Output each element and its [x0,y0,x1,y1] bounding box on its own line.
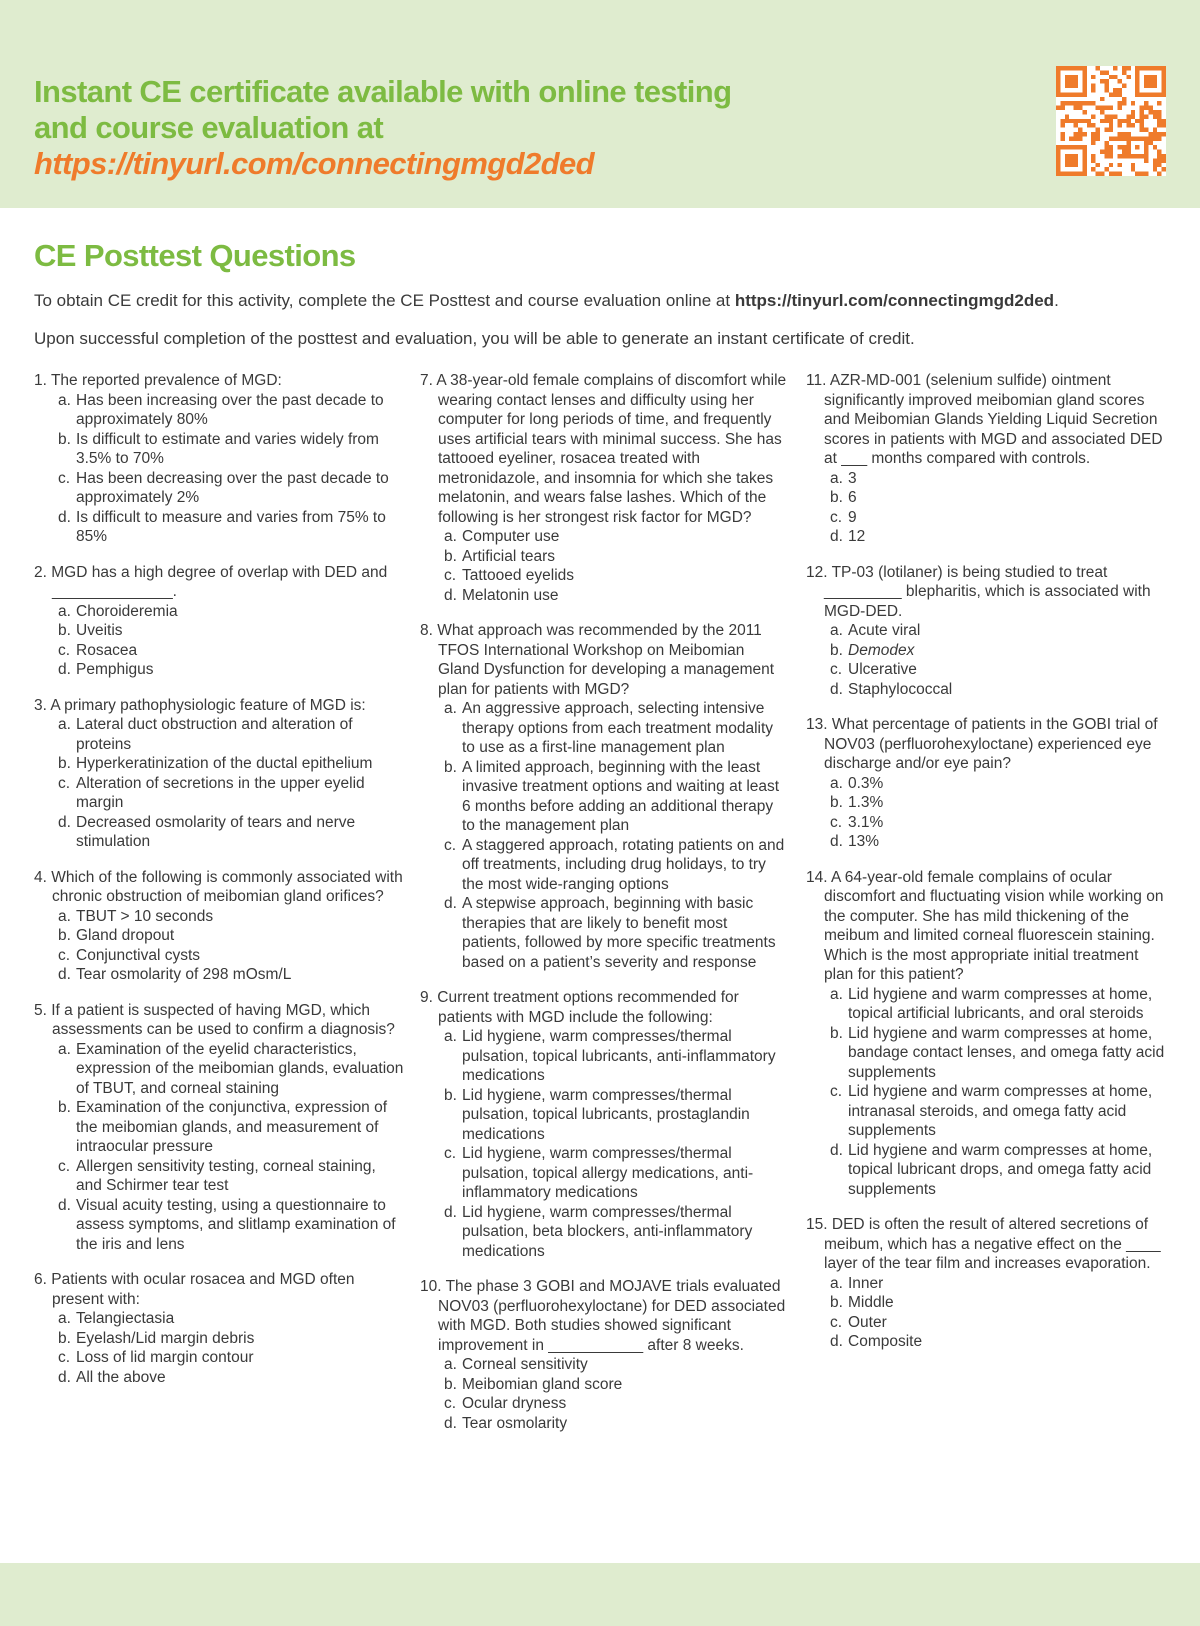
option-text: 13% [848,833,880,850]
answer-option [830,1293,1168,1313]
option-letter: a. [444,1356,457,1373]
question-number: 12. [806,563,828,581]
question-text: The phase 3 GOBI and MOJAVE trials evaluated NOV03 (perfluorohexyloctane) for DED associated with MGD. Both studies showed significant improvement in ___________ after 8 weeks. [438,1278,786,1354]
option-letter: c. [58,774,71,792]
answer-options [806,985,1168,1200]
option-text: 9 [848,508,857,526]
answer-option [830,1332,1168,1352]
question-text: AZR-MD-001 (selenium sulfide) ointment significantly improved meibomian gland scores and Meibomian Glands Yielding Liquid Secretion scores in patients with MGD and associated DED at ___ months compared with controls. [824,372,1163,467]
answer-option [444,894,788,972]
answer-option [444,1027,788,1086]
option-letter: b. [444,1375,457,1393]
answer-option [830,1082,1168,1141]
answer-option [58,602,404,622]
answer-option [830,621,1168,641]
question-item [34,868,404,985]
option-letter: d. [58,1368,71,1386]
option-text: Melatonin use [462,586,559,604]
option-letter: c. [58,1349,71,1366]
option-text: 12 [848,528,866,545]
answer-option [444,527,788,547]
question-item [420,988,788,1261]
answer-option [444,1355,788,1375]
answer-option [58,1348,404,1368]
option-letter: d. [830,1333,843,1350]
question-item [806,563,1168,700]
question-text: Patients with ocular rosacea and MGD often present with: [51,1271,355,1308]
answer-options [34,391,404,547]
answer-option [830,469,1168,489]
question-text: What approach was recommended by the 2011 TFOS International Workshop on Meibomian Gland Dysfunction for developing a management plan for patients with MGD? [437,622,775,698]
question-item [34,563,404,680]
answer-option [58,508,404,547]
question-stem [806,868,1168,985]
option-letter: a. [830,774,843,792]
answer-option [58,391,404,430]
option-text: Lateral duct obstruction and alteration of proteins [76,716,353,753]
option-letter: a. [830,1274,843,1292]
answer-option [58,1196,404,1255]
qr-code-icon[interactable] [1056,66,1166,176]
option-text: Lid hygiene, warm compresses/thermal pulsation, beta blockers, anti-inflammatory medications [462,1203,753,1260]
banner-url-link[interactable]: https://tinyurl.com/connectingmgd2ded [34,146,594,181]
option-text: A limited approach, beginning with the least invasive treatment options and waiting at least 6 months before adding an additional therapy to the management plan [462,758,780,834]
option-letter: b. [58,622,71,639]
question-number: 1. [34,372,47,389]
question-stem [34,1270,404,1309]
question-number: 14. [806,868,828,886]
answer-option [58,754,404,774]
answer-option [58,1098,404,1157]
banner-line-2: and course evaluation at [34,110,384,145]
option-text: All the above [76,1368,166,1386]
option-text: Gland dropout [76,927,175,944]
option-text: Meibomian gland score [462,1375,623,1393]
option-letter: c. [830,508,843,526]
question-number: 13. [806,716,828,733]
option-text: 0.3% [848,774,884,792]
question-text: If a patient is suspected of having MGD, which assessments can be used to confirm a diagnosis? [51,1001,395,1038]
option-letter: d. [830,680,843,698]
question-stem [806,1215,1168,1274]
option-text: A staggered approach, rotating patients on and off treatments, including drug holidays, to try the most wide-ranging options [462,836,785,893]
option-text: Is difficult to measure and varies from 75% to 85% [76,508,386,545]
question-text: What percentage of patients in the GOBI trial of NOV03 (perfluorohexyloctane) experienced eye discharge and/or eye pain? [824,716,1158,772]
option-text: Artificial tears [462,547,556,565]
answer-option [830,774,1168,794]
option-letter: b. [58,1099,71,1116]
question-number: 10. [420,1278,442,1295]
question-item [806,371,1168,547]
question-stem [420,988,788,1027]
option-letter: b. [830,641,843,659]
answer-option [830,488,1168,508]
question-column-1 [34,371,404,1403]
option-letter: b. [58,927,71,944]
question-item [420,621,788,972]
option-letter: d. [444,1414,457,1432]
option-text: Pemphigus [76,661,154,678]
answer-options [34,1309,404,1387]
question-text: TP-03 (lotilaner) is being studied to treat _________ blepharitis, which is associated with MGD-DED. [824,563,1151,620]
option-text: Composite [848,1333,923,1350]
question-number: 3. [34,696,47,714]
question-text: A primary pathophysiologic feature of MGD is: [50,696,366,714]
option-text: Is difficult to estimate and varies widely from 3.5% to 70% [76,430,379,467]
answer-option [830,1313,1168,1333]
option-text: Eyelash/Lid margin debris [76,1329,255,1347]
answer-option [444,836,788,895]
answer-option [58,965,404,985]
answer-option [444,566,788,586]
question-item [420,371,788,605]
answer-options [420,527,788,605]
option-text: Uveitis [76,622,123,639]
option-letter: c. [444,1395,457,1412]
option-text: Outer [848,1313,887,1331]
option-text: TBUT > 10 seconds [76,907,214,925]
question-text: Which of the following is commonly associated with chronic obstruction of meibomian gland orifices? [51,868,403,905]
answer-option [58,1329,404,1349]
option-letter: c. [58,469,71,487]
answer-option [58,1040,404,1099]
option-letter: d. [830,1141,843,1159]
question-stem [34,868,404,907]
question-number: 11. [806,372,827,389]
option-letter: d. [58,1196,71,1214]
option-text: Allergen sensitivity testing, corneal staining, and Schirmer tear test [76,1157,376,1194]
option-letter: c. [444,567,457,584]
answer-option [830,832,1168,852]
answer-option [58,1368,404,1388]
answer-options [806,621,1168,699]
question-number: 4. [34,868,47,886]
option-letter: d. [830,528,843,545]
option-letter: a. [58,716,71,733]
intro-period: . [1054,291,1059,310]
option-text: Computer use [462,528,560,545]
option-text: Has been increasing over the past decade to approximately 80% [76,391,384,428]
question-number: 2. [34,563,47,581]
option-text: Hyperkeratinization of the ductal epithelium [76,755,373,772]
option-text: Lid hygiene and warm compresses at home, topical artificial lubricants, and oral steroids [848,985,1153,1022]
option-letter: d. [58,966,71,983]
option-letter: c. [58,946,71,964]
answer-option [58,813,404,852]
answer-option [444,1414,788,1434]
answer-options [34,907,404,985]
option-text: Demodex [848,641,915,659]
option-letter: a. [444,700,457,717]
option-letter: d. [830,833,843,850]
option-text: Visual acuity testing, using a questionnaire to assess symptoms, and slitlamp examination of the iris and lens [76,1196,396,1253]
intro-paragraph-2: Upon successful completion of the posttest and evaluation, you will be able to generate an instant certificate of credit. [34,329,915,348]
option-letter: d. [444,895,457,912]
answer-option [444,1203,788,1262]
option-text: Conjunctival cysts [76,946,201,964]
answer-option [444,1144,788,1203]
option-letter: b. [830,1024,843,1042]
option-letter: b. [58,430,71,448]
option-letter: c. [444,836,457,854]
answer-option [58,1157,404,1196]
question-number: 6. [34,1271,47,1288]
option-text: Loss of lid margin contour [76,1349,254,1366]
option-letter: b. [58,1329,71,1347]
question-stem [34,563,404,602]
question-text: A 64-year-old female complains of ocular discomfort and fluctuating vision while working on the computer. She has mild thickening of the meibum and limited corneal fluorescein staining. Which is the most appropriate initial treatment plan for this patient? [824,868,1164,983]
option-letter: d. [58,508,71,526]
answer-options [420,699,788,972]
answer-option [444,758,788,836]
option-text: Lid hygiene, warm compresses/thermal pulsation, topical lubricants, prostaglandin medications [462,1086,750,1143]
option-letter: b. [830,1294,843,1311]
answer-option [58,907,404,927]
question-stem [34,371,404,391]
answer-option [58,946,404,966]
option-text: A stepwise approach, beginning with basic therapies that are likely to benefit most patients, followed by more specific treatments based on a patient’s severity and response [462,895,776,971]
posttest-link[interactable]: https://tinyurl.com/connectingmgd2ded [734,291,1055,310]
question-stem [420,621,788,699]
answer-option [830,1274,1168,1294]
answer-option [58,621,404,641]
answer-options [34,602,404,680]
option-letter: c. [830,813,843,831]
option-letter: a. [444,1028,457,1045]
question-column-3 [806,371,1168,1368]
option-text: Ulcerative [848,661,917,678]
answer-options [806,469,1168,547]
question-number: 15. [806,1216,828,1233]
option-letter: a. [830,985,843,1003]
question-number: 7. [420,372,433,389]
answer-option [444,586,788,606]
question-text: DED is often the result of altered secretions of meibum, which has a negative effect on the ____ layer of the tear film and increases evaporation. [824,1216,1161,1272]
option-text: Acute viral [848,622,921,639]
option-letter: c. [58,641,71,659]
option-letter: a. [830,622,843,639]
intro-paragraph-1 [34,291,1164,311]
question-text: A 38-year-old female complains of discomfort while wearing contact lenses and difficulty using her computer for long periods of time, and frequently uses artificial tears with minimal success. She has tattooed eyeliner, rosacea treated with metronidazole, and insomnia for which she takes melatonin, and wears false lashes. Which of the following is her strongest risk factor for MGD? [436,372,787,526]
option-text: Has been decreasing over the past decade to approximately 2% [76,469,389,506]
option-letter: a. [58,907,71,925]
option-letter: d. [444,586,457,604]
option-letter: d. [444,1203,457,1221]
question-stem [34,696,404,716]
option-letter: a. [444,528,457,545]
option-text: An aggressive approach, selecting intensive therapy options from each treatment modality to use as a first-line management plan [462,700,774,756]
answer-option [444,1375,788,1395]
question-item [806,868,1168,1200]
option-text: Alteration of secretions in the upper eyelid margin [76,774,365,811]
answer-option [830,1024,1168,1083]
question-item [420,1277,788,1433]
option-text: Lid hygiene, warm compresses/thermal pulsation, topical allergy medications, anti-inflammatory medications [462,1145,754,1201]
intro-text: To obtain CE credit for this activity, complete the CE Posttest and course evaluation online at [34,291,735,310]
question-text: The reported prevalence of MGD: [50,372,282,389]
answer-option [444,1394,788,1414]
answer-options [420,1355,788,1433]
banner-line-1: Instant CE certificate available with online testing [34,74,732,109]
option-text: Examination of the eyelid characteristics, expression of the meibomian glands, evaluation of TBUT, and corneal staining [76,1040,404,1097]
option-text: Lid hygiene and warm compresses at home, bandage contact lenses, and omega fatty acid supplements [848,1024,1165,1081]
answer-options [806,774,1168,852]
answer-option [58,430,404,469]
question-item [34,696,404,852]
option-letter: b. [444,1086,457,1104]
footer-bar [0,1563,1200,1626]
answer-option [58,660,404,680]
answer-option [58,641,404,661]
option-letter: b. [830,794,843,811]
option-text: Corneal sensitivity [462,1356,588,1373]
answer-option [58,1309,404,1329]
question-text: Current treatment options recommended for patients with MGD include the following: [437,989,739,1026]
answer-options [806,1274,1168,1352]
option-letter: b. [444,547,457,565]
question-item [34,371,404,547]
option-text: Tattooed eyelids [462,567,575,584]
option-text: 6 [848,489,857,506]
option-text: Tear osmolarity of 298 mOsm/L [76,966,292,983]
question-stem [420,1277,788,1355]
answer-option [830,793,1168,813]
option-text: 1.3% [848,794,884,811]
question-column-2 [420,371,788,1449]
question-stem [34,1001,404,1040]
question-stem [806,371,1168,469]
option-text: Telangiectasia [76,1310,175,1327]
answer-option [830,660,1168,680]
option-text: Staphylococcal [848,680,953,698]
option-text: Lid hygiene and warm compresses at home, intranasal steroids, and omega fatty acid supplements [848,1083,1153,1139]
option-letter: c. [830,1083,843,1100]
option-letter: b. [58,755,71,772]
answer-options [420,1027,788,1261]
page-title: CE Posttest Questions [34,238,356,273]
option-letter: a. [58,391,71,409]
question-stem [420,371,788,527]
option-text: Lid hygiene, warm compresses/thermal pulsation, topical lubricants, anti-inflammatory medications [462,1028,776,1084]
question-item [806,1215,1168,1352]
option-letter: d. [58,813,71,831]
option-text: 3 [848,469,857,487]
question-number: 5. [34,1001,47,1019]
option-letter: b. [830,489,843,506]
question-stem [806,715,1168,774]
option-text: Examination of the conjunctiva, expression of the meibomian glands, and measurement of intraocular pressure [76,1099,388,1155]
option-text: Tear osmolarity [462,1414,568,1432]
banner-heading [34,74,794,182]
answer-option [444,1086,788,1145]
answer-option [830,680,1168,700]
question-text: MGD has a high degree of overlap with DED and ______________. [51,563,388,600]
option-text: Rosacea [76,641,138,659]
answer-options [34,715,404,852]
question-number: 8. [420,622,433,639]
answer-option [58,926,404,946]
option-text: 3.1% [848,813,884,831]
question-item [34,1001,404,1255]
answer-option [830,527,1168,547]
option-letter: a. [58,1310,71,1327]
answer-option [58,715,404,754]
question-number: 9. [420,989,433,1006]
question-stem [806,563,1168,622]
answer-option [830,508,1168,528]
option-letter: c. [444,1145,457,1162]
answer-option [830,641,1168,661]
answer-option [444,547,788,567]
option-letter: a. [830,469,843,487]
option-text: Lid hygiene and warm compresses at home, topical lubricant drops, and omega fatty acid supplements [848,1141,1153,1198]
answer-option [58,469,404,508]
option-text: Middle [848,1294,894,1311]
option-text: Choroideremia [76,602,178,620]
option-letter: c. [830,1313,843,1331]
option-letter: c. [830,661,843,678]
answer-option [830,985,1168,1024]
option-letter: a. [58,1040,71,1058]
answer-options [34,1040,404,1255]
answer-option [58,774,404,813]
answer-option [830,1141,1168,1200]
option-text: Decreased osmolarity of tears and nerve stimulation [76,813,356,850]
question-item [34,1270,404,1387]
option-text: Ocular dryness [462,1395,567,1412]
option-letter: a. [58,602,71,620]
answer-option [444,699,788,758]
question-item [806,715,1168,852]
option-letter: d. [58,661,71,678]
option-letter: c. [58,1157,71,1175]
option-letter: b. [444,758,457,776]
answer-option [830,813,1168,833]
header-banner [0,0,1200,208]
option-text: Inner [848,1274,884,1292]
